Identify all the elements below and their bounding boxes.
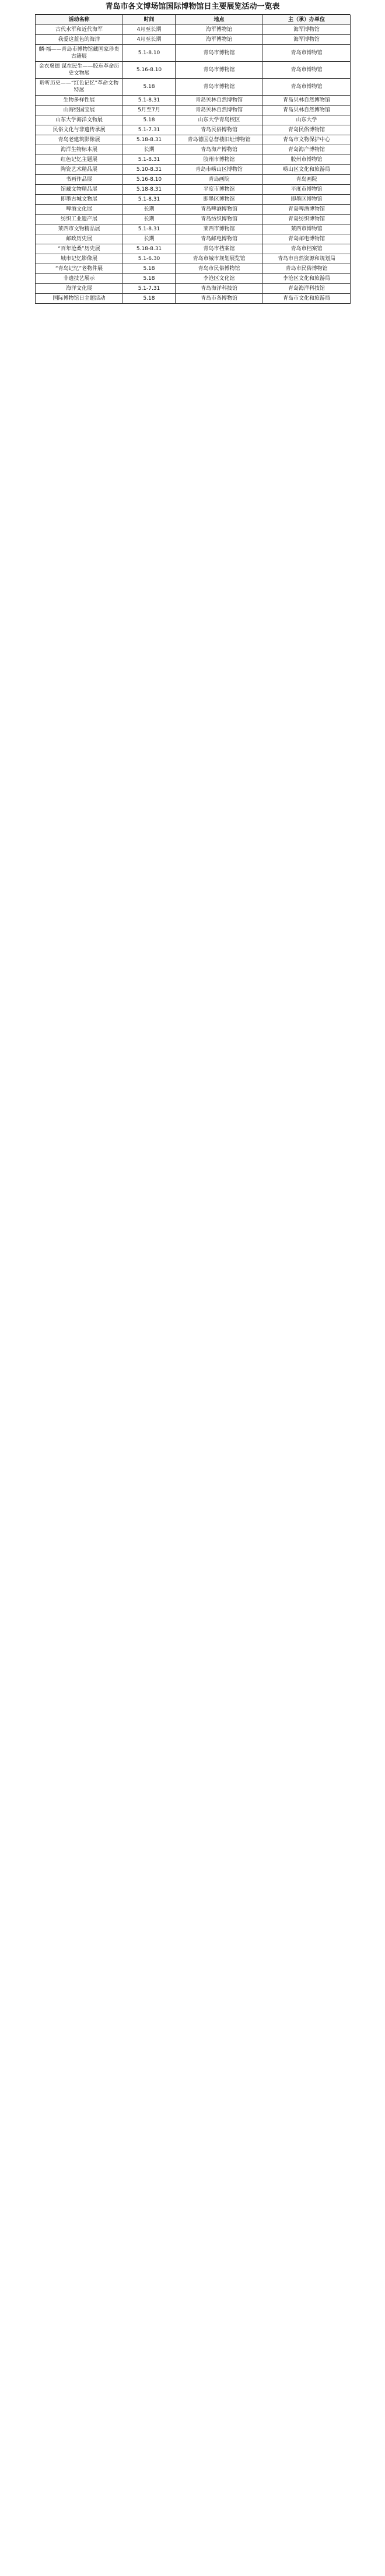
- header-location: 地点: [176, 15, 263, 25]
- cell-time: 5.18: [123, 274, 176, 284]
- table-row: [36, 115, 351, 125]
- table-row: [36, 234, 351, 244]
- cell-time: 4月至长期: [123, 25, 176, 35]
- cell-location: 青岛民俗博物馆: [176, 125, 263, 135]
- cell-activity: 民俗文化与非遗传承展: [36, 125, 123, 135]
- cell-organizer: 李沧区文化和旅游局: [263, 274, 351, 284]
- cell-location: 青岛市博物馆: [176, 45, 263, 62]
- cell-time: 长期: [123, 215, 176, 224]
- cell-location: 青岛画院: [176, 175, 263, 185]
- cell-location: 青岛市各博物馆: [176, 294, 263, 304]
- cell-organizer: 青岛市档案馆: [263, 244, 351, 254]
- cell-organizer: 青岛市文物保护中心: [263, 135, 351, 145]
- table-row: [36, 125, 351, 135]
- cell-location: 青岛邮电博物馆: [176, 234, 263, 244]
- cell-organizer: 青岛市文化和旅游局: [263, 294, 351, 304]
- cell-location: 青岛市博物馆: [176, 62, 263, 79]
- cell-activity: 陶瓷艺术精品展: [36, 165, 123, 175]
- cell-activity: 啤酒文化展: [36, 205, 123, 215]
- cell-organizer: 海军博物馆: [263, 35, 351, 45]
- cell-activity: 我爱这蓝色的海洋: [36, 35, 123, 45]
- cell-time: 5.18-8.31: [123, 135, 176, 145]
- header-time: 时间: [123, 15, 176, 25]
- cell-location: 胶州市博物馆: [176, 155, 263, 165]
- table-row: [36, 264, 351, 274]
- table-row: [36, 244, 351, 254]
- cell-activity: 即墨古城文物展: [36, 195, 123, 205]
- cell-activity: 海洋文化展: [36, 284, 123, 294]
- cell-time: 5.1-8.31: [123, 96, 176, 106]
- cell-organizer: 青岛市博物馆: [263, 62, 351, 79]
- cell-time: 5.18-8.31: [123, 185, 176, 195]
- table-row: [36, 185, 351, 195]
- header-activity: 活动名称: [36, 15, 123, 25]
- table-row: [36, 79, 351, 96]
- cell-activity: 邮政历史展: [36, 234, 123, 244]
- cell-location: 青岛市博物馆: [176, 79, 263, 96]
- cell-organizer: 即墨区博物馆: [263, 195, 351, 205]
- cell-time: 5.1-7.31: [123, 125, 176, 135]
- cell-organizer: 青岛海产博物馆: [263, 145, 351, 155]
- cell-time: 5.1-8.31: [123, 224, 176, 234]
- cell-organizer: 海军博物馆: [263, 25, 351, 35]
- cell-location: 李沧区文化馆: [176, 274, 263, 284]
- cell-activity: 莱西市文物精品展: [36, 224, 123, 234]
- cell-time: 长期: [123, 205, 176, 215]
- cell-time: 长期: [123, 145, 176, 155]
- table-row: [36, 145, 351, 155]
- exhibition-table: [35, 15, 351, 304]
- cell-location: 青岛海洋科技馆: [176, 284, 263, 294]
- cell-activity: 纺织工业遗产展: [36, 215, 123, 224]
- cell-location: 平度市博物馆: [176, 185, 263, 195]
- cell-location: 海军博物馆: [176, 35, 263, 45]
- cell-organizer: 平度市博物馆: [263, 185, 351, 195]
- table-row: [36, 135, 351, 145]
- table-row: [36, 224, 351, 234]
- cell-activity: 红色记忆主题展: [36, 155, 123, 165]
- cell-activity: “青岛记忆”老物件展: [36, 264, 123, 274]
- cell-organizer: 山东大学: [263, 115, 351, 125]
- cell-location: 青岛贝林自然博物馆: [176, 106, 263, 115]
- cell-location: 海军博物馆: [176, 25, 263, 35]
- cell-time: 5.1-8.31: [123, 155, 176, 165]
- cell-activity: “百年沧桑”历史展: [36, 244, 123, 254]
- cell-time: 长期: [123, 234, 176, 244]
- cell-organizer: 青岛邮电博物馆: [263, 234, 351, 244]
- cell-location: 青岛德国总督楼旧址博物馆: [176, 135, 263, 145]
- cell-time: 5.16-8.10: [123, 175, 176, 185]
- cell-time: 5.10-8.31: [123, 165, 176, 175]
- cell-location: 青岛啤酒博物馆: [176, 205, 263, 215]
- cell-time: 5.18: [123, 264, 176, 274]
- table-row: [36, 254, 351, 264]
- cell-time: 5月至7月: [123, 106, 176, 115]
- cell-activity: 馆藏文物精品展: [36, 185, 123, 195]
- cell-activity: 金衣褒德 谋在民生——胶东革命历史文物展: [36, 62, 123, 79]
- cell-location: 即墨区博物馆: [176, 195, 263, 205]
- cell-organizer: 青岛民俗博物馆: [263, 125, 351, 135]
- cell-location: 青岛市城市规划展览馆: [176, 254, 263, 264]
- document-sheet: [35, 0, 350, 304]
- table-row: [36, 274, 351, 284]
- table-header-row: [36, 15, 351, 25]
- cell-time: 5.1-6.30: [123, 254, 176, 264]
- cell-organizer: 青岛啤酒博物馆: [263, 205, 351, 215]
- cell-activity: 古代水军和近代海军: [36, 25, 123, 35]
- cell-time: 5.18: [123, 294, 176, 304]
- cell-activity: 山东大学海洋文物展: [36, 115, 123, 125]
- cell-location: 莱西市博物馆: [176, 224, 263, 234]
- cell-organizer: 青岛贝林自然博物馆: [263, 96, 351, 106]
- page-title: 青岛市各文博场馆国际博物馆日主要展览活动一览表: [35, 0, 350, 15]
- cell-time: 5.18: [123, 115, 176, 125]
- table-row: [36, 205, 351, 215]
- cell-location: 青岛海产博物馆: [176, 145, 263, 155]
- cell-time: 5.1-8.10: [123, 45, 176, 62]
- table-row: [36, 195, 351, 205]
- cell-location: 青岛贝林自然博物馆: [176, 96, 263, 106]
- table-row: [36, 106, 351, 115]
- table-row: [36, 155, 351, 165]
- cell-activity: 麟·福——青岛市博物馆藏国家珍贵古籍展: [36, 45, 123, 62]
- cell-organizer: 青岛市博物馆: [263, 45, 351, 62]
- table-row: [36, 284, 351, 294]
- cell-organizer: 青岛市博物馆: [263, 79, 351, 96]
- cell-activity: 青岛老建筑影像展: [36, 135, 123, 145]
- cell-organizer: 青岛市自然资源和规划局: [263, 254, 351, 264]
- cell-time: 5.1-8.31: [123, 195, 176, 205]
- cell-organizer: 胶州市博物馆: [263, 155, 351, 165]
- cell-organizer: 青岛海洋科技馆: [263, 284, 351, 294]
- cell-activity: 聆听历史——“红色记忆”革命文物特展: [36, 79, 123, 96]
- table-row: [36, 215, 351, 224]
- table-row: [36, 25, 351, 35]
- cell-organizer: 青岛市民俗博物馆: [263, 264, 351, 274]
- table-row: [36, 165, 351, 175]
- cell-time: 5.16-8.10: [123, 62, 176, 79]
- cell-activity: 山海经国宝展: [36, 106, 123, 115]
- cell-activity: 生物多样性展: [36, 96, 123, 106]
- cell-organizer: 青岛纺织博物馆: [263, 215, 351, 224]
- cell-organizer: 青岛画院: [263, 175, 351, 185]
- header-organizer: 主（承）办单位: [263, 15, 351, 25]
- cell-time: 5.18-8.31: [123, 244, 176, 254]
- cell-time: 5.1-7.31: [123, 284, 176, 294]
- cell-organizer: 莱西市博物馆: [263, 224, 351, 234]
- cell-activity: 海洋生物标本展: [36, 145, 123, 155]
- table-row: [36, 96, 351, 106]
- cell-activity: 书画作品展: [36, 175, 123, 185]
- cell-location: 山东大学青岛校区: [176, 115, 263, 125]
- table-row: [36, 62, 351, 79]
- table-row: [36, 35, 351, 45]
- cell-activity: 国际博物馆日主题活动: [36, 294, 123, 304]
- cell-location: 青岛市崂山区博物馆: [176, 165, 263, 175]
- cell-organizer: 崂山区文化和旅游局: [263, 165, 351, 175]
- table-row: [36, 294, 351, 304]
- cell-activity: 城市记忆影像展: [36, 254, 123, 264]
- table-row: [36, 175, 351, 185]
- cell-activity: 非遗技艺展示: [36, 274, 123, 284]
- cell-location: 青岛市档案馆: [176, 244, 263, 254]
- cell-time: 4月至长期: [123, 35, 176, 45]
- cell-organizer: 青岛贝林自然博物馆: [263, 106, 351, 115]
- cell-time: 5.18: [123, 79, 176, 96]
- cell-location: 青岛纺织博物馆: [176, 215, 263, 224]
- table-row: [36, 45, 351, 62]
- cell-location: 青岛市民俗博物馆: [176, 264, 263, 274]
